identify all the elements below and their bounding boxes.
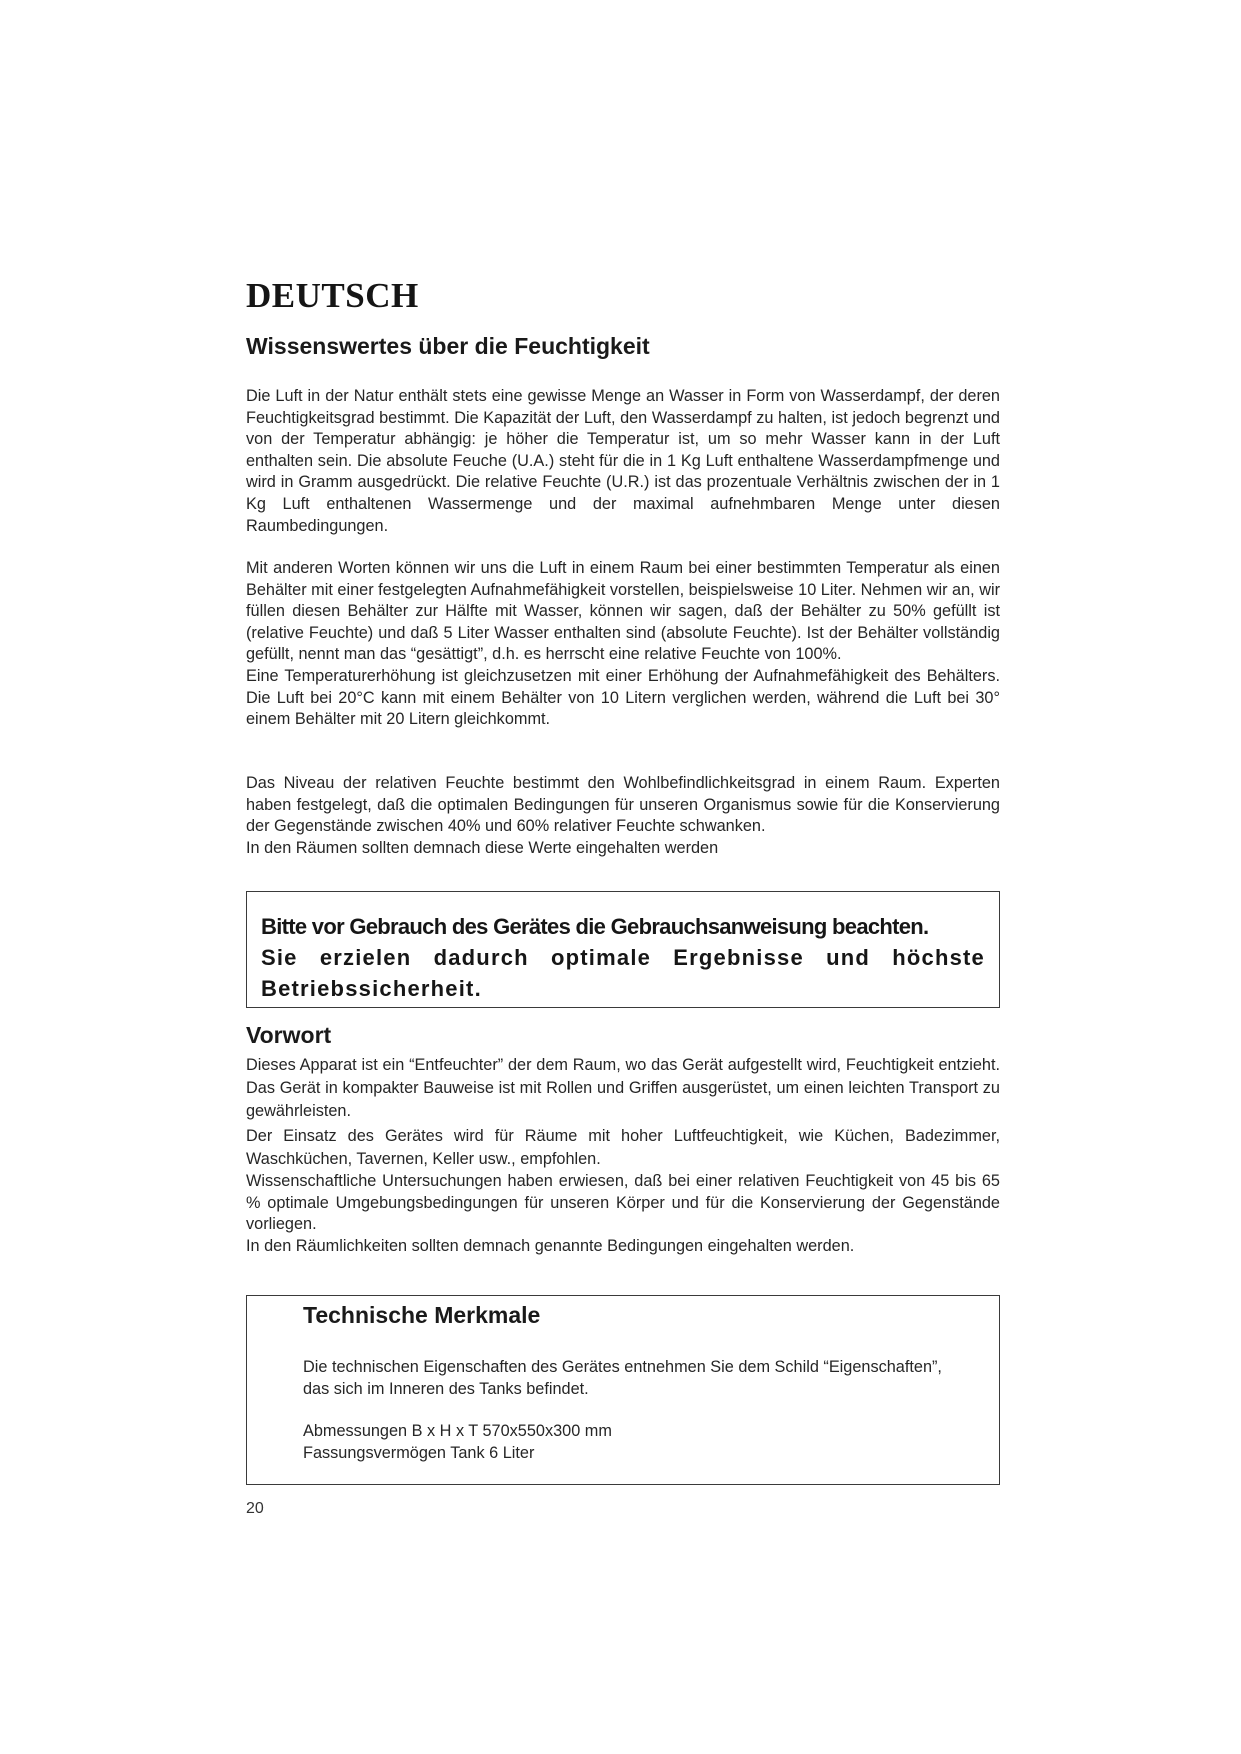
foreword-paragraph-4: In den Räumlichkeiten sollten demnach genannte Bedingungen eingehalten werden. xyxy=(246,1236,855,1255)
instructions-notice-box xyxy=(246,891,1000,1008)
foreword-paragraph-3: Wissenschaftliche Untersuchungen haben erwiesen, daß bei einer relativen Feuchtigkeit von 45 bis 65 % optimale Umgebungsbedingungen für unseren Körper und für die Konservierung der Gegenstände vorliegen. xyxy=(246,1172,1000,1234)
humidity-paragraph-3 xyxy=(246,773,1000,859)
humidity-paragraph-2b: Eine Temperaturerhöhung ist gleichzusetzen mit einer Erhöhung der Aufnahmefähigkeit des Behälters. Die Luft bei 20°C kann mit einem Behälter von 10 Litern verglichen werden, während die Luft bei 30° einem Behälter mit 20 Litern gleichkommt. xyxy=(246,666,1000,729)
humidity-section-title: Wissenswertes über die Feuchtigkeit xyxy=(246,333,650,359)
technical-features-box xyxy=(246,1295,1000,1485)
humidity-paragraph-2 xyxy=(246,558,1000,731)
notice-line-rest: Sie erzielen dadurch optimale Ergebnisse und höchste Betriebssicherheit. xyxy=(261,945,985,1001)
humidity-paragraph-3b: In den Räumen sollten demnach diese Werte eingehalten werden xyxy=(246,838,719,857)
technical-title: Technische Merkmale xyxy=(303,1302,541,1328)
page-number: 20 xyxy=(246,1500,264,1517)
notice-line-1: Bitte vor Gebrauch des Gerätes die Gebrauchsanweisung beachten. xyxy=(261,914,929,939)
foreword-body xyxy=(246,1054,1000,1257)
humidity-paragraph-3a: Das Niveau der relativen Feuchte bestimmt den Wohlbefindlichkeitsgrad in einem Raum. Experten haben festgelegt, daß die optimalen Bedingungen für unseren Organismus sowie für die Konservierung der Gegenstände zwischen 40% und 60% relativer Feuchte schwanken. xyxy=(246,774,1000,836)
foreword-paragraph-1: Dieses Apparat ist ein “Entfeuchter” der dem Raum, wo das Gerät aufgestellt wird, Feuchtigkeit entzieht. Das Gerät in kompakter Bauweise ist mit Rollen und Griffen ausgerüstet, um einen leichten Transport zu gewährleisten. xyxy=(246,1056,1000,1120)
technical-specs xyxy=(303,1420,1003,1464)
language-heading: DEUTSCH xyxy=(246,276,419,315)
technical-line-2: das sich im Inneren des Tanks befindet. xyxy=(303,1380,589,1398)
technical-description xyxy=(303,1356,1003,1400)
technical-line-1: Die technischen Eigenschaften des Gerätes entnehmen Sie dem Schild “Eigenschaften”, xyxy=(303,1358,942,1376)
foreword-paragraph-2: Der Einsatz des Gerätes wird für Räume mit hoher Luftfeuchtigkeit, wie Küchen, Badezimmer, Waschküchen, Tavernen, Keller usw., empfohlen. xyxy=(246,1127,1000,1168)
foreword-title: Vorwort xyxy=(246,1022,332,1048)
technical-capacity: Fassungsvermögen Tank 6 Liter xyxy=(303,1444,535,1462)
notice-text xyxy=(261,911,985,1004)
humidity-paragraph-1: Die Luft in der Natur enthält stets eine gewisse Menge an Wasser in Form von Wasserdampf, der deren Feuchtigkeitsgrad bestimmt. Die Kapazität der Luft, den Wasserdampf zu halten, ist jedoch begrenzt und von der Temperatur abhängig: je höher die Temperatur ist, um so mehr Wasser kann in der Luft enthalten sein. Die absolute Feuche (U.A.) steht für die in 1 Kg Luft enthaltene Wasserdampfmenge und wird in Gramm ausgedrückt. Die relative Feuchte (U.R.) ist das prozentuale Verhältnis zwischen der in 1 Kg Luft enthaltenen Wassermenge und der maximal aufnehmbaren Menge unter diesen Raumbedingungen. xyxy=(246,387,1000,535)
technical-dimensions: Abmessungen B x H x T 570x550x300 mm xyxy=(303,1422,612,1440)
humidity-paragraph-2a: Mit anderen Worten können wir uns die Luft in einem Raum bei einer bestimmten Temperatur als einen Behälter mit einer festgelegten Aufnahmefähigkeit vorstellen, beispielsweise 10 Liter. Nehmen wir an, wir füllen diesen Behälter zur Hälfte mit Wasser, können wir sagen, daß der Behälter zu 50% gefüllt ist (relative Feuchte) und daß 5 Liter Wasser enthalten sind (absolute Feuchte). Ist der Behälter vollständig gefüllt, nennt man das “gesättigt”, d.h. es herrscht eine relative Feuchte von 100%. xyxy=(246,559,1000,664)
